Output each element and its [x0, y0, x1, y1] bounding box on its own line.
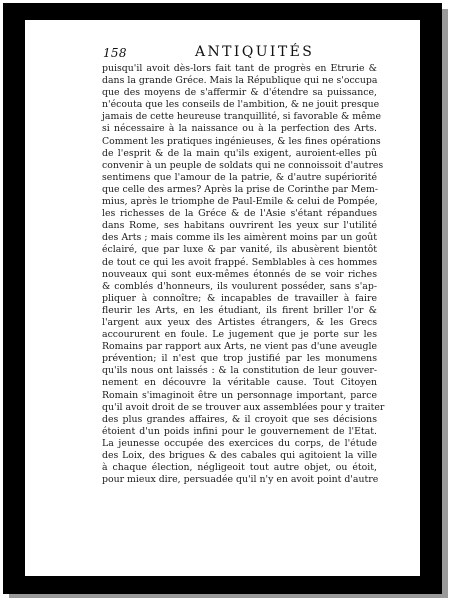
text-line: Comment les pratiques ingénieuses, & les fines opérations: [102, 135, 381, 147]
text-line: nement en découvre la véritable cause. Tout Citoyen: [102, 377, 377, 389]
body-text: [102, 63, 385, 486]
text-line: à chaque élection, négligeoit tout autre objet, ou étoit,: [102, 462, 377, 474]
text-line: étoient d'un poids infini pour le gouvernement de l'Etat.: [102, 425, 377, 437]
text-line: mius, après le triomphe de Paul-Emile & celui de Pompée,: [102, 196, 378, 208]
text-line: dans Rome, ses habitans ouvrirent les yeux sur l'utilité: [102, 220, 377, 232]
text-line: si nécessaire à la naissance ou à la perfection des Arts.: [102, 123, 377, 135]
text-line: des Loix, des brigues & des cabales qui agitoient la ville: [102, 450, 377, 461]
running-title: ANTIQUITÉS: [195, 44, 315, 60]
text-line: qu'ils nous ont laissés : & la constitution de leur gouver-: [102, 365, 377, 377]
text-line: & comblés d'honneurs, ils voulurent posséder, sans s'ap-: [102, 280, 377, 292]
text-line: que des moyens de s'affermir & d'étendre sa puissance,: [102, 87, 377, 99]
text-line: les richesses de la Gréce & de l'Asie s'étant répandues: [102, 208, 377, 220]
text-line: des Arts ; mais comme ils les aimèrent moins par un goût: [102, 232, 377, 244]
page-number: 158: [103, 46, 127, 60]
text-line: que celle des armes? Après la prise de Corinthe par Mem-: [102, 183, 379, 195]
text-line: l'argent aux yeux des Artistes étrangers, & les Grecs: [102, 316, 377, 328]
text-line: prévention; il n'est que trop justifié par les monumens: [102, 353, 377, 365]
text-line: Romain s'imaginoit être un personnage important, parce: [102, 389, 377, 401]
text-line: éclairé, que par luxe & par vanité, ils abusèrent bientôt: [102, 244, 377, 256]
text-line: jamais de cette heureuse tranquillité, si favorable & même: [102, 111, 382, 123]
text-line: de tout ce qui les avoit frappé. Semblables à ces hommes: [102, 256, 377, 268]
text-line: nouveaux qui sont eux-mêmes étonnés de se voir riches: [102, 268, 377, 280]
text-line: pour mieux dire, persuadée qu'il n'y en avoit point d'autre: [102, 474, 379, 486]
text-line: qu'il avoit droit de se trouver aux assemblées pour y traiter: [102, 401, 385, 413]
text-line: accoururent en foule. Le jugement que je porte sur les: [102, 329, 377, 341]
text-line: convenir à un peuple de soldats qui ne connoissoit d'autres: [102, 159, 384, 171]
text-line: La jeunesse occupée des exercices du corps, de l'étude: [102, 437, 377, 449]
text-line: Romains par rapport aux Arts, ne vient pas d'une aveugle: [102, 341, 377, 353]
text-line: sentimens que l'amour de la patrie, & d'autre supériorité: [102, 171, 377, 183]
text-line: fleurir les Arts, en les étudiant, ils firent briller l'or &: [102, 304, 377, 316]
text-line: pliquer à connoître; & incapables de travailler à faire: [102, 292, 377, 304]
text-line: n'écouta que les conseils de l'ambition, & ne jouit presque: [102, 99, 380, 111]
text-line: de l'esprit & de la main qu'ils exigent, auroient-elles pû: [102, 147, 377, 159]
text-line: dans la grande Gréce. Mais la République qui ne s'occupa: [102, 75, 378, 87]
frame-shadow-bottom: [9, 594, 448, 598]
text-line: des plus grandes affaires, & il croyoit que ses décisions: [102, 413, 377, 425]
frame-shadow-right: [442, 9, 448, 598]
text-line: puisqu'il avoit dès-lors fait tant de progrès en Etrurie &: [102, 63, 377, 74]
